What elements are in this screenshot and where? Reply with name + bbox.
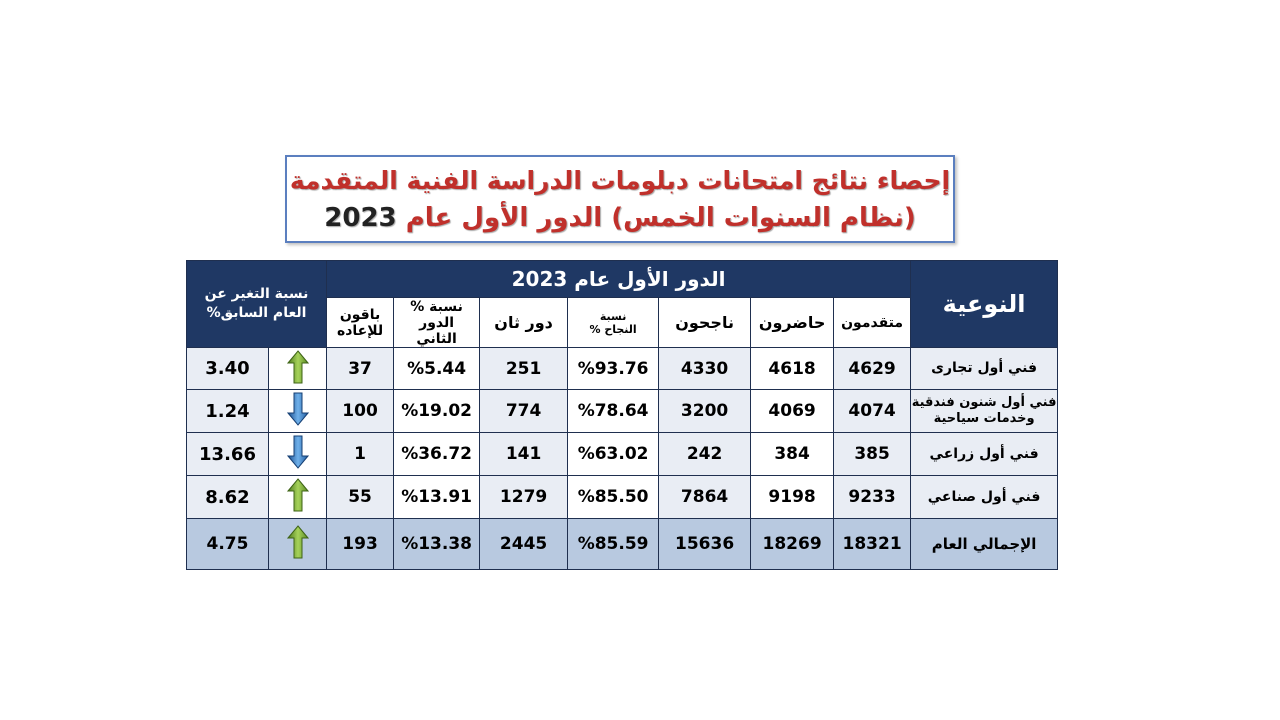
cell-second-round: 251 (480, 348, 568, 390)
cell-repeaters: 55 (327, 476, 394, 519)
cell-change: 13.66 (187, 433, 269, 476)
cell-attendees: 9198 (751, 476, 834, 519)
cell-second-round: 141 (480, 433, 568, 476)
arrow-up-icon (287, 478, 309, 512)
trend-cell (269, 476, 327, 519)
arrow-down-icon (287, 392, 309, 426)
trend-cell (269, 390, 327, 433)
header-attendees: حاضرون (751, 298, 834, 348)
cell-second-round-rate: %5.44 (394, 348, 480, 390)
cell-passed: 15636 (659, 519, 751, 570)
exam-results-table (186, 260, 1058, 570)
cell-change: 3.40 (187, 348, 269, 390)
trend-cell (269, 433, 327, 476)
report-title-year: 2023 (324, 203, 397, 233)
cell-passed: 7864 (659, 476, 751, 519)
report-title-line2-text: (نظام السنوات الخمس) الدور الأول عام (405, 203, 916, 233)
cell-repeaters: 1 (327, 433, 394, 476)
cell-applicants: 18321 (834, 519, 911, 570)
table-row (187, 390, 1058, 433)
cell-second-round-rate: %13.91 (394, 476, 480, 519)
cell-passed: 3200 (659, 390, 751, 433)
cell-applicants: 9233 (834, 476, 911, 519)
cell-passed: 4330 (659, 348, 751, 390)
cell-second-round: 2445 (480, 519, 568, 570)
table-row (187, 476, 1058, 519)
header-repeaters: باقون للإعاده (327, 298, 394, 348)
row-name: فني أول شنون فندقية وخدمات سياحية (911, 390, 1058, 433)
report-title-line1: إحصاء نتائج امتحانات دبلومات الدراسة الفنية المتقدمة (289, 166, 951, 195)
table-row (187, 348, 1058, 390)
arrow-up-icon (287, 350, 309, 384)
header-round: الدور الأول عام 2023 (327, 261, 911, 298)
cell-second-round: 1279 (480, 476, 568, 519)
row-name: فني أول تجارى (911, 348, 1058, 390)
table-row (187, 433, 1058, 476)
total-row (187, 519, 1058, 570)
cell-repeaters: 37 (327, 348, 394, 390)
trend-cell (269, 519, 327, 570)
cell-pass-rate: %78.64 (568, 390, 659, 433)
cell-pass-rate: %85.59 (568, 519, 659, 570)
header-change: نسبة التغير عن العام السابق% (187, 261, 327, 348)
header-type: النوعية (911, 261, 1058, 348)
cell-second-round-rate: %13.38 (394, 519, 480, 570)
cell-second-round-rate: %19.02 (394, 390, 480, 433)
cell-change: 8.62 (187, 476, 269, 519)
cell-repeaters: 100 (327, 390, 394, 433)
cell-pass-rate: %63.02 (568, 433, 659, 476)
cell-attendees: 4069 (751, 390, 834, 433)
header-applicants: متقدمون (834, 298, 911, 348)
cell-change: 1.24 (187, 390, 269, 433)
header-second-round: دور ثان (480, 298, 568, 348)
report-title-line2 (287, 199, 953, 237)
row-name: فني أول زراعي (911, 433, 1058, 476)
cell-pass-rate: %93.76 (568, 348, 659, 390)
cell-applicants: 4629 (834, 348, 911, 390)
arrow-down-icon (287, 435, 309, 469)
header-second-round-rate: نسبة % الدور الثاني (394, 298, 480, 348)
header-passed: ناجحون (659, 298, 751, 348)
header-pass-rate: نسبة النجاح % (568, 298, 659, 348)
cell-attendees: 18269 (751, 519, 834, 570)
cell-pass-rate: %85.50 (568, 476, 659, 519)
cell-attendees: 384 (751, 433, 834, 476)
cell-repeaters: 193 (327, 519, 394, 570)
row-name: فني أول صناعي (911, 476, 1058, 519)
arrow-up-icon (287, 525, 309, 559)
cell-second-round: 774 (480, 390, 568, 433)
cell-attendees: 4618 (751, 348, 834, 390)
cell-applicants: 4074 (834, 390, 911, 433)
cell-applicants: 385 (834, 433, 911, 476)
cell-second-round-rate: %36.72 (394, 433, 480, 476)
row-name: الإجمالي العام (911, 519, 1058, 570)
trend-cell (269, 348, 327, 390)
cell-passed: 242 (659, 433, 751, 476)
report-title-box (285, 155, 955, 243)
cell-change: 4.75 (187, 519, 269, 570)
